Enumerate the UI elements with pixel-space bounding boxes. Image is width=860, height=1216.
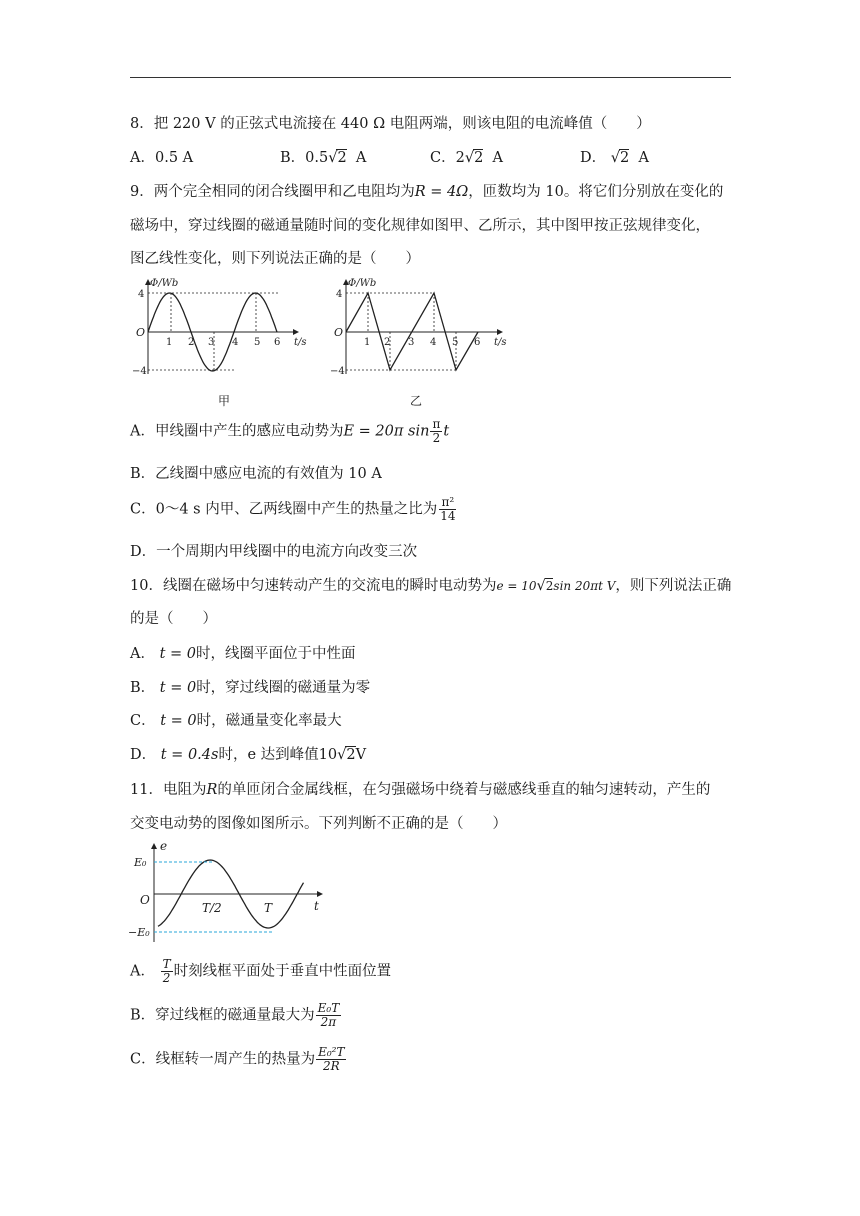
- q10-option-c: C． t = 0时，磁通量变化率最大: [130, 713, 342, 729]
- x-tick-2: 2: [188, 337, 195, 348]
- t-half-label: T/2: [202, 901, 222, 915]
- q8-option-d: D． √2 A: [580, 150, 649, 166]
- q9-figure-yi: [326, 276, 516, 382]
- q9-option-c: C．0～4 s 内甲、乙两线圈中产生的热量之比为 $\frac{\text{π²}}{14}$: [130, 495, 456, 524]
- q8-stem: 8．把 220 V 的正弦式电流接在 440 Ω 电阻两端，则该电阻的电流峰值（ ）: [130, 116, 651, 132]
- origin-label: O: [334, 326, 344, 339]
- q9-stem-line1: 9．两个完全相同的闭合线圈甲和乙电阻均为R = 4Ω，匝数均为 10。将它们分别放在变化的: [130, 184, 724, 200]
- y-tick-4: 4: [336, 289, 343, 300]
- y-tick-4: 4: [138, 289, 145, 300]
- x-tick-6: 6: [274, 337, 281, 348]
- q8-option-a: A．0.5 A: [130, 150, 194, 166]
- t-period-label: T: [264, 901, 273, 915]
- x-tick-3: 3: [408, 337, 415, 348]
- q9-caption-yi: 乙: [410, 394, 423, 408]
- q9-figure-jia: [128, 276, 318, 382]
- q11-option-b: B．穿过线框的磁通量最大为 $\frac{\text{E₀T}}{2\pi}$: [130, 1001, 340, 1030]
- x-tick-4: 4: [232, 337, 239, 348]
- q9-option-b: B．乙线圈中感应电流的有效值为 10 A: [130, 466, 382, 482]
- q11-option-c: C．线框转一周产生的热量为 $\frac{\text{E₀²T}}{2R}$: [130, 1045, 345, 1074]
- x-label: t/s: [294, 337, 307, 348]
- q9-option-d: D．一个周期内甲线圈中的电流方向改变三次: [130, 544, 418, 560]
- x-tick-5: 5: [452, 337, 459, 348]
- y-label: e: [160, 839, 168, 853]
- q10-option-b: B． t = 0时，穿过线圈的磁通量为零: [130, 680, 371, 696]
- q11-stem-line2: 交变电动势的图像如图所示。下列判断不正确的是（ ）: [130, 816, 507, 832]
- origin-label: O: [140, 893, 150, 907]
- q9-stem-line3: 图乙线性变化，则下列说法正确的是（ ）: [130, 251, 420, 267]
- q9-caption-jia: 甲: [218, 394, 231, 408]
- x-tick-1: 1: [364, 337, 371, 348]
- x-label: t: [314, 899, 319, 913]
- q9-option-a: A．甲线圈中产生的感应电动势为E = 20π sin $\frac{\pi}{2}$ t: [130, 417, 450, 446]
- x-tick-5: 5: [254, 337, 261, 348]
- q9-stem-line2: 磁场中，穿过线圈的磁通量随时间的变化规律如图甲、乙所示，其中图甲按正弦规律变化，: [130, 218, 710, 234]
- y-tick-neg4: −4: [330, 366, 345, 377]
- y-label: Φ/Wb: [348, 278, 377, 289]
- origin-label: O: [136, 326, 146, 339]
- x-tick-1: 1: [166, 337, 173, 348]
- q8-option-b: B．0.5√2 A: [280, 150, 367, 166]
- q10-stem-line1: 10．线圈在磁场中匀速转动产生的交流电的瞬时电动势为e = 10√2sin 20πt V，则下列说法正确: [130, 578, 732, 594]
- y-tick-neg4: −4: [132, 366, 147, 377]
- q11-option-a: A． $\frac{T}{2}$ 时刻线框平面处于垂直中性面位置: [130, 957, 392, 986]
- y-label: Φ/Wb: [150, 278, 179, 289]
- x-tick-6: 6: [474, 337, 481, 348]
- x-label: t/s: [494, 337, 507, 348]
- x-tick-4: 4: [430, 337, 437, 348]
- x-tick-3: 3: [208, 337, 215, 348]
- q10-option-a: A． t = 0时，线圈平面位于中性面: [130, 646, 356, 662]
- header-rule: [130, 77, 731, 78]
- x-tick-2: 2: [384, 337, 391, 348]
- q10-option-d: D． t = 0.4s时，e 达到峰值10√2V: [130, 747, 367, 763]
- q10-stem-line2: 的是（ ）: [130, 611, 217, 627]
- q11-stem-line1: 11．电阻为R的单匝闭合金属线框，在匀强磁场中绕着与磁感线垂直的轴匀速转动，产生的: [130, 782, 711, 798]
- q8-option-c: C．2√2 A: [430, 150, 504, 166]
- neg-e0-label: −E₀: [128, 926, 150, 939]
- e0-label: E₀: [134, 856, 147, 869]
- q11-figure: [128, 838, 328, 946]
